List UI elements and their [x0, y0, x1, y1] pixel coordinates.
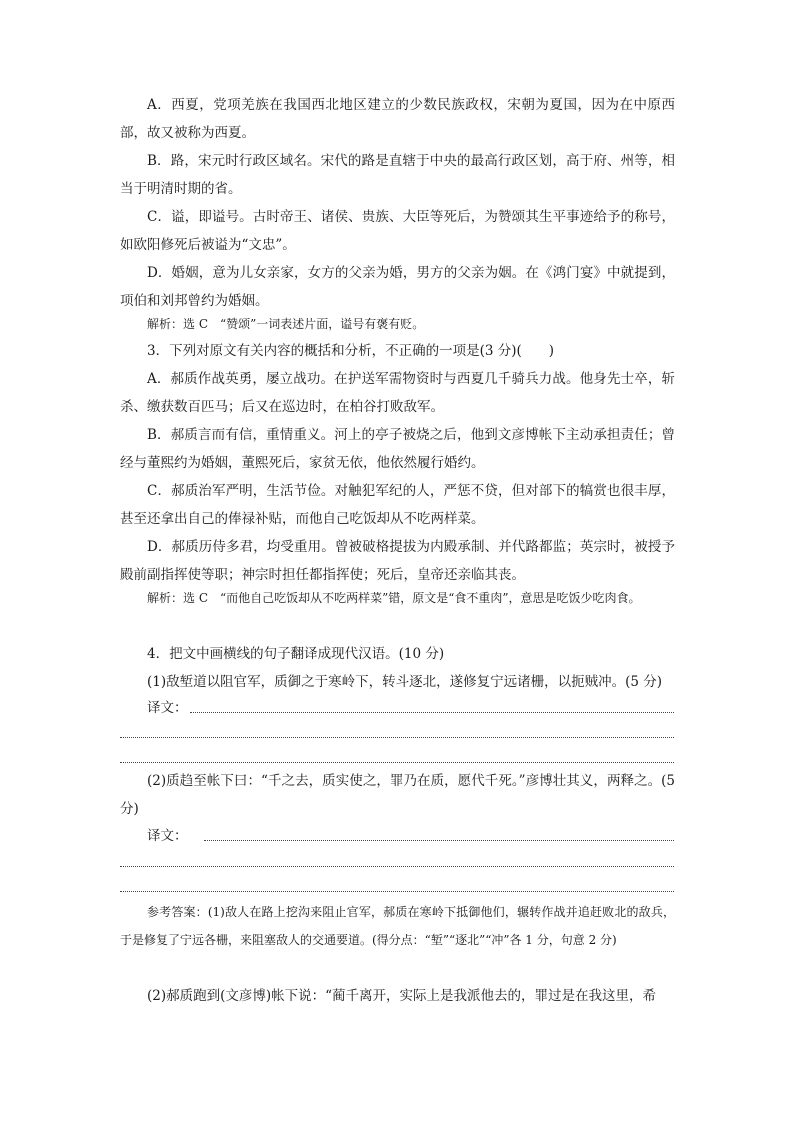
- q2-option-b: B．路，宋元时行政区域名。宋代的路是直辖于中央的最高行政区划，高于府、州等，相当于明清时期的省。: [120, 153, 675, 197]
- q3-option-c: C．郝质治军严明，生活节俭。对触犯军纪的人，严惩不贷，但对部下的犒赏也很丰厚，甚至还拿出自己的俸禄补贴，而他自己吃饭却从不吃两样菜。: [120, 483, 675, 527]
- answer-line: [120, 866, 674, 867]
- reference-answer-2: (2)郝质跑到(文彦博)帐下说：“蔺千离开，实际上是我派他去的，罪过是在我这里，希: [147, 988, 657, 1004]
- q2-option-a: A．西夏，党项羌族在我国西北地区建立的少数民族政权，宋朝为夏国，因为在中原西部，故又被称为西夏。: [120, 97, 675, 141]
- q4-sub-1: (1)敌堑道以阻官军，质御之于寒岭下，转斗逐北，遂修复宁远诸栅，以扼贼冲。(5 分): [147, 674, 663, 690]
- q2-analysis: 解析：选 C “赞颂”一词表述片面，谥号有褒有贬。: [147, 317, 425, 331]
- translation-label-2: 译文：: [147, 828, 188, 844]
- q2-option-d: D．婚姻，意为儿女亲家，女方的父亲为婚，男方的父亲为姻。在《鸿门宴》中就提到，项伯和刘邦曾约为婚姻。: [120, 265, 675, 309]
- answer-line: [120, 762, 674, 763]
- q3-option-b: B．郝质言而有信，重情重义。河上的亭子被烧之后，他到文彦博帐下主动承担责任；曾经与董熙约为婚姻，董熙死后，家贫无依，他依然履行婚约。: [120, 427, 675, 471]
- answer-line: [120, 891, 674, 892]
- q3-option-a: A．郝质作战英勇，屡立战功。在护送军需物资时与西夏几千骑兵力战。他身先士卒，斩杀、缴获数百匹马；后又在巡边时，在柏谷打败敌军。: [120, 371, 675, 415]
- answer-line: [190, 712, 674, 713]
- q3-stem: 3．下列对原文有关内容的概括和分析，不正确的一项是(3 分)( ): [147, 343, 555, 359]
- answer-line: [204, 840, 674, 841]
- translation-label-1: 译文：: [147, 700, 188, 716]
- q2-option-c: C．谥，即谥号。古时帝王、诸侯、贵族、大臣等死后，为赞颂其生平事迹给予的称号，如欧阳修死后被谥为“文忠”。: [120, 209, 675, 253]
- answer-line: [120, 737, 674, 738]
- q3-option-d: D．郝质历侍多君，均受重用。曾被破格提拔为内殿承制、并代路都监；英宗时，被授予殿前副指挥使等职；神宗时担任都指挥使；死后，皇帝还亲临其丧。: [120, 539, 675, 583]
- reference-answer-1: 参考答案：(1)敌人在路上挖沟来阻止官军，郝质在寒岭下抵御他们，辗转作战并追赶败北的敌兵，于是修复了宁远各栅，来阻塞敌人的交通要道。(得分点：“堑”“逐北”“冲”各 1 分，句意 2 分): [120, 905, 675, 947]
- q4-stem: 4．把文中画横线的句子翻译成现代汉语。(10 分): [147, 646, 445, 662]
- q3-analysis: 解析：选 C “而他自己吃饭却从不吃两样菜”错，原文是“食不重肉”，意思是吃饭少吃肉食。: [147, 591, 641, 605]
- q4-sub-2: (2)质趋至帐下曰：“千之去，质实使之，罪乃在质，愿代千死。”彦博壮其义，两释之。(5 分): [120, 773, 675, 817]
